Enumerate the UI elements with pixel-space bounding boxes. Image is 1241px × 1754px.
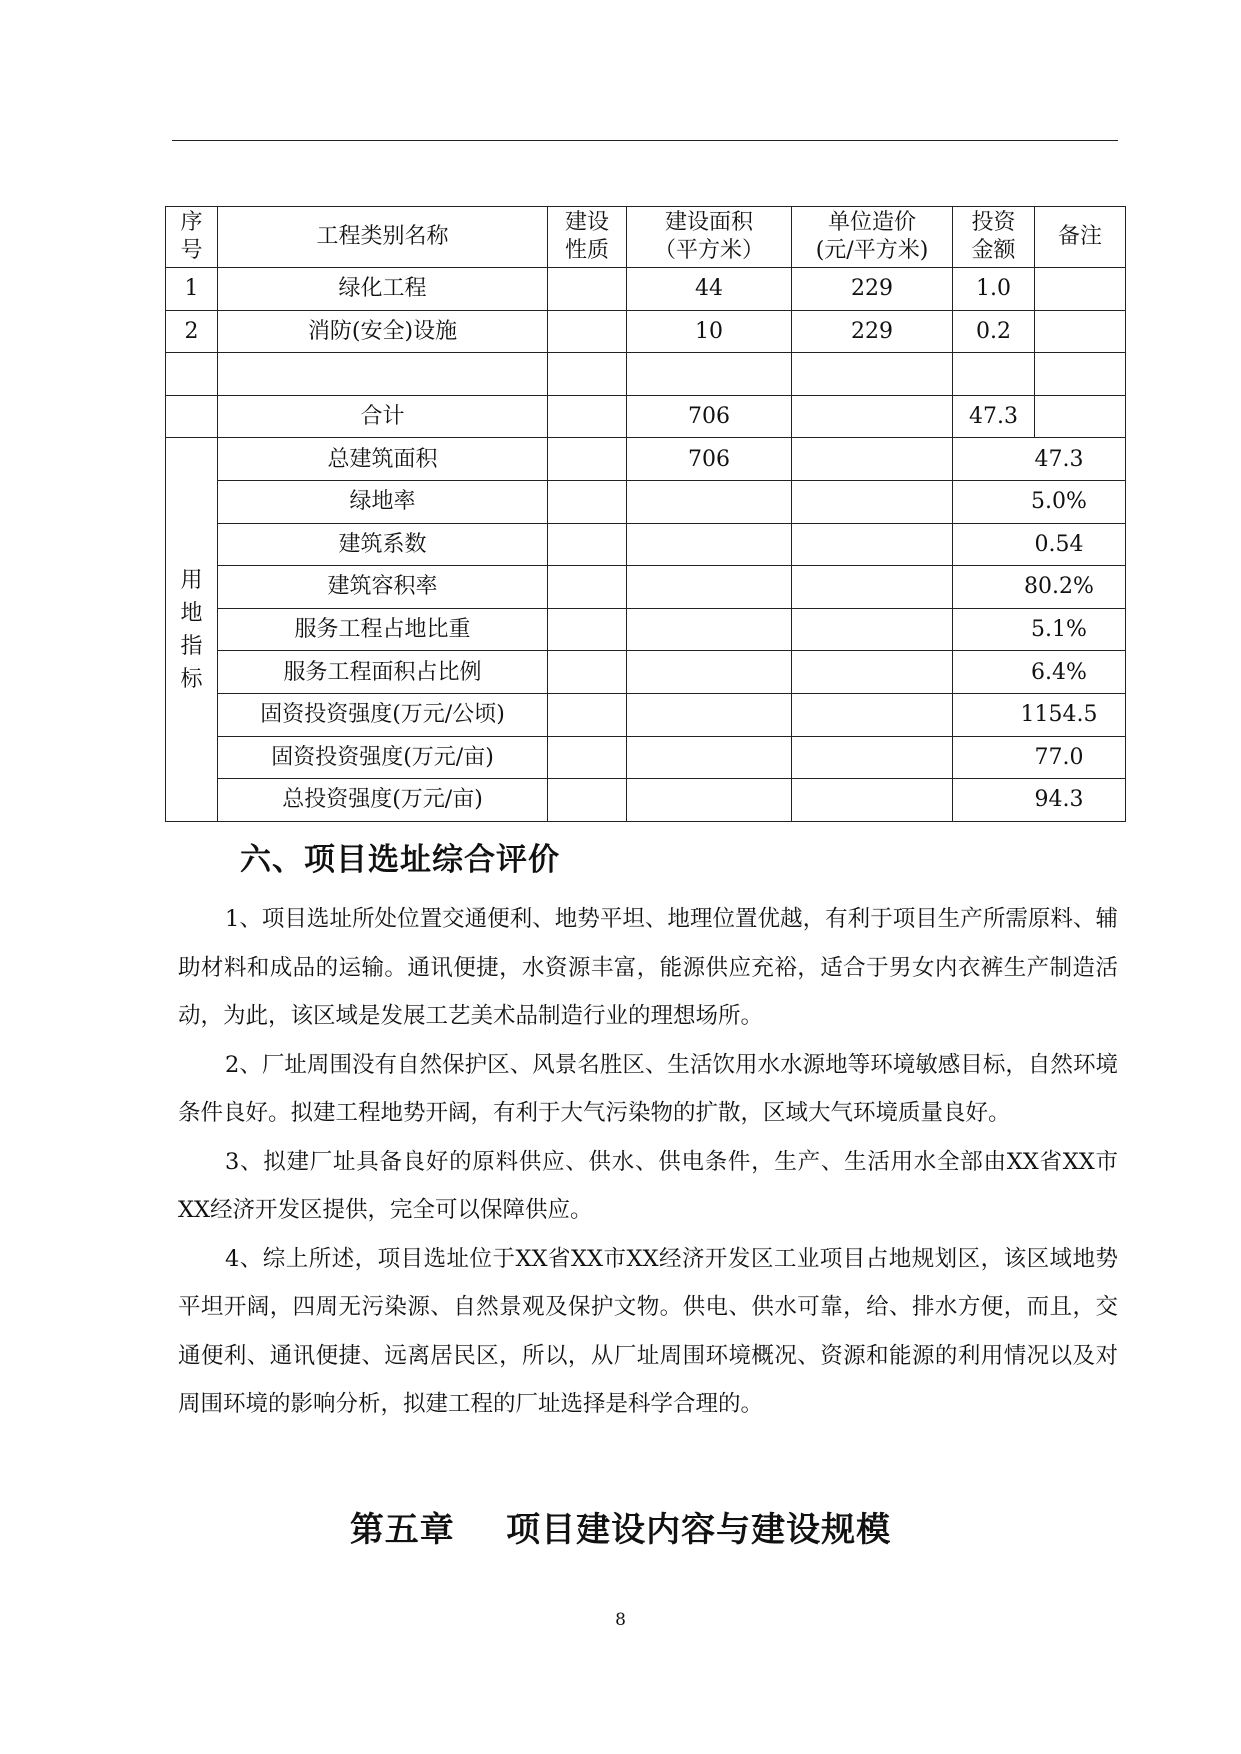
indicator-name: 总投资强度(万元/亩): [218, 779, 548, 822]
cell-unit-price: [792, 651, 953, 694]
cell-seq: 2: [166, 310, 218, 353]
total-row: [166, 395, 1126, 438]
cell-nature: [548, 480, 627, 523]
cell-nature: [548, 268, 627, 311]
cell-area: 10: [627, 310, 792, 353]
indicator-name: 建筑系数: [218, 523, 548, 566]
indicator-row: [166, 736, 1126, 779]
land-indicator-label: 用 地 指 标: [166, 438, 218, 821]
cell-remark: [1035, 310, 1126, 353]
cell-unit-price: [792, 608, 953, 651]
header-nature: 建设 性质: [548, 207, 627, 268]
indicator-value: 5.0%: [953, 480, 1126, 523]
cell-investment: 1.0: [953, 268, 1035, 311]
cell-name: [218, 353, 548, 396]
cell-nature: [548, 523, 627, 566]
indicator-row: [166, 608, 1126, 651]
indicator-name: 固资投资强度(万元/亩): [218, 736, 548, 779]
indicator-area: [627, 608, 792, 651]
header-unit-price: 单位造价 (元/平方米): [792, 207, 953, 268]
total-area: 706: [627, 395, 792, 438]
investment-table: [165, 206, 1126, 822]
indicator-row: [166, 779, 1126, 822]
cell-unit-price: [792, 566, 953, 609]
indicator-value: 80.2%: [953, 566, 1126, 609]
chapter-title-text: 第五章 项目建设内容与建设规模: [349, 1510, 892, 1550]
cell-remark: [1035, 395, 1126, 438]
cell-investment: [953, 353, 1035, 396]
indicator-name: 建筑容积率: [218, 566, 548, 609]
chapter-title: [0, 1502, 1241, 1551]
indicator-value: 0.54: [953, 523, 1126, 566]
table-header-row: [166, 207, 1126, 268]
indicator-name: 绿地率: [218, 480, 548, 523]
cell-area: [627, 353, 792, 396]
cell-nature: [548, 353, 627, 396]
table-row: [166, 353, 1126, 396]
total-label: 合计: [218, 395, 548, 438]
indicator-value: 6.4%: [953, 651, 1126, 694]
page-number: 8: [615, 1610, 626, 1630]
cell-unit-price: [792, 523, 953, 566]
paragraph: 4、综上所述，项目选址位于XX省XX市XX经济开发区工业项目占地规划区，该区域地势平坦开阔，四周无污染源、自然景观及保护文物。供电、供水可靠，给、排水方便，而且，交通便利、通讯便捷、远离居民区，所以，从厂址周围环境概况、资源和能源的利用情况以及对周围环境的影响分析，拟建工程的厂址选择是科学合理的。: [178, 1245, 1118, 1417]
table-row: [166, 268, 1126, 311]
header-area: 建设面积 （平方米）: [627, 207, 792, 268]
cell-unit-price: 229: [792, 268, 953, 311]
cell-nature: [548, 438, 627, 481]
cell-unit-price: [792, 693, 953, 736]
indicator-area: [627, 779, 792, 822]
cell-area: 44: [627, 268, 792, 311]
indicator-name: 固资投资强度(万元/公顷): [218, 693, 548, 736]
indicator-row: [166, 523, 1126, 566]
cell-investment: 0.2: [953, 310, 1035, 353]
paragraph: 2、厂址周围没有自然保护区、风景名胜区、生活饮用水水源地等环境敏感目标，自然环境条件良好。拟建工程地势开阔，有利于大气污染物的扩散，区域大气环境质量良好。: [178, 1051, 1118, 1126]
cell-name: 绿化工程: [218, 268, 548, 311]
cell-nature: [548, 395, 627, 438]
header-seq: 序 号: [166, 207, 218, 268]
indicator-row: [166, 480, 1126, 523]
indicator-area: [627, 480, 792, 523]
indicator-name: 总建筑面积: [218, 438, 548, 481]
indicator-name: 服务工程占地比重: [218, 608, 548, 651]
cell-remark: [1035, 353, 1126, 396]
cell-seq: [166, 353, 218, 396]
cell-nature: [548, 736, 627, 779]
table-row: [166, 310, 1126, 353]
cell-name: 消防(安全)设施: [218, 310, 548, 353]
indicator-row: [166, 651, 1126, 694]
cell-unit-price: [792, 353, 953, 396]
cell-nature: [548, 693, 627, 736]
header-investment: 投资 金额: [953, 207, 1035, 268]
cell-nature: [548, 310, 627, 353]
paragraph: 3、拟建厂址具备良好的原料供应、供水、供电条件，生产、生活用水全部由XX省XX市XX经济开发区提供，完全可以保障供应。: [178, 1148, 1118, 1223]
cell-unit-price: [792, 438, 953, 481]
indicator-value: 77.0: [953, 736, 1126, 779]
cell-unit-price: [792, 736, 953, 779]
section-title: 六、项目选址综合评价: [240, 842, 560, 878]
cell-nature: [548, 651, 627, 694]
indicator-row: [166, 693, 1126, 736]
indicator-value: 47.3: [953, 438, 1126, 481]
indicator-row: [166, 438, 1126, 481]
indicator-name: 服务工程面积占比例: [218, 651, 548, 694]
cell-nature: [548, 779, 627, 822]
indicator-area: 706: [627, 438, 792, 481]
cell-unit-price: 229: [792, 310, 953, 353]
indicator-value: 5.1%: [953, 608, 1126, 651]
cell-nature: [548, 608, 627, 651]
cell-unit-price: [792, 480, 953, 523]
cell-unit-price: [792, 779, 953, 822]
indicator-area: [627, 693, 792, 736]
indicator-row: [166, 566, 1126, 609]
header-remark: 备注: [1035, 207, 1126, 268]
cell-seq: [166, 395, 218, 438]
cell-nature: [548, 566, 627, 609]
indicator-area: [627, 736, 792, 779]
indicator-area: [627, 566, 792, 609]
cell-seq: 1: [166, 268, 218, 311]
indicator-value: 94.3: [953, 779, 1126, 822]
header-name: 工程类别名称: [218, 207, 548, 268]
paragraph: 1、项目选址所处位置交通便利、地势平坦、地理位置优越，有利于项目生产所需原料、辅助材料和成品的运输。通讯便捷，水资源丰富，能源供应充裕，适合于男女内衣裤生产制造活动，为此，该区域是发展工艺美术品制造行业的理想场所。: [178, 906, 1118, 1029]
header-rule: [172, 140, 1118, 141]
cell-unit-price: [792, 395, 953, 438]
indicator-value: 1154.5: [953, 693, 1126, 736]
indicator-area: [627, 651, 792, 694]
cell-remark: [1035, 268, 1126, 311]
total-investment: 47.3: [953, 395, 1035, 438]
body-text: [178, 895, 1118, 1429]
indicator-area: [627, 523, 792, 566]
